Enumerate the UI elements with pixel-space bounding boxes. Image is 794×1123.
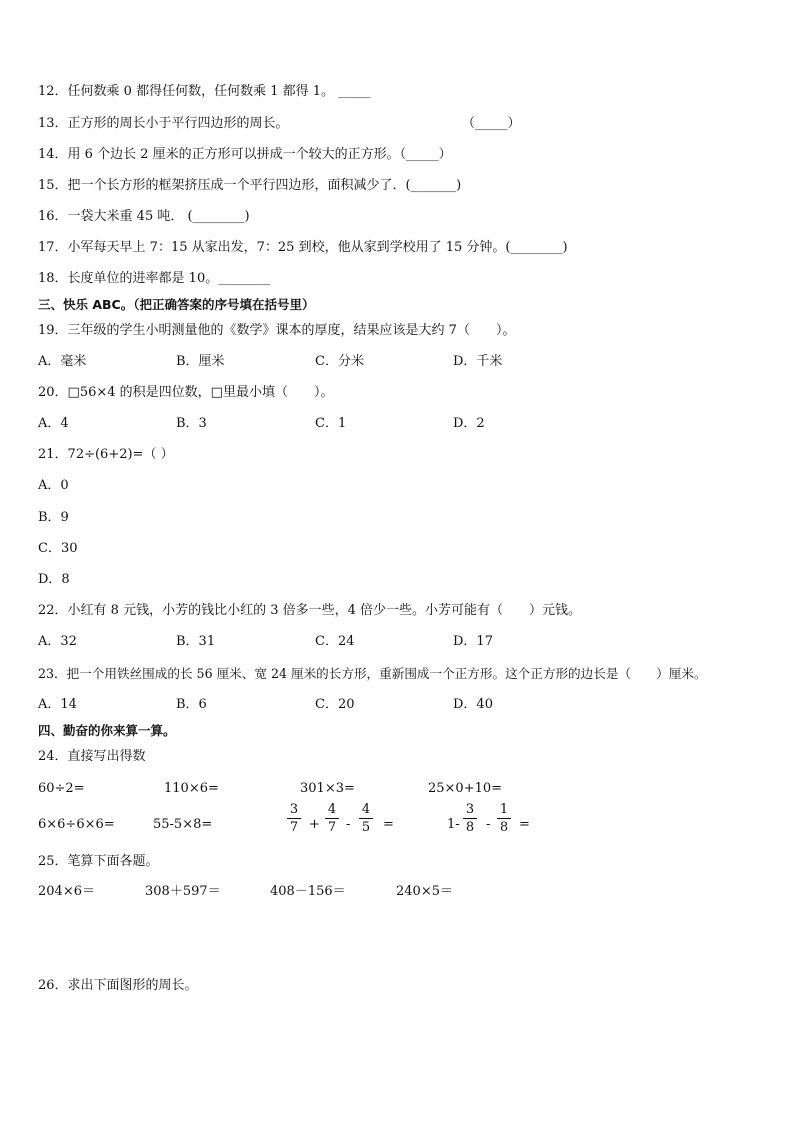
q22-option-a: A．32 [38, 634, 77, 649]
equals-sign: = [519, 817, 530, 832]
q19-option-a: A．毫米 [38, 354, 87, 369]
question-13: 13．正方形的周长小于平行四边形的周长。 [38, 116, 289, 131]
numerator: 1 [499, 802, 509, 817]
q25-item-4: 240×5＝ [396, 884, 453, 899]
q19-option-c: C．分米 [315, 354, 364, 369]
numerator: 4 [361, 802, 371, 817]
numerator: 3 [289, 802, 299, 817]
q24-item-4: 25×0+10= [428, 781, 503, 796]
question-15: 15．把一个长方形的框架挤压成一个平行四边形，面积减少了．(_______) [38, 178, 462, 193]
q23-option-b: B．6 [176, 697, 207, 712]
denominator: 5 [361, 820, 371, 835]
question-20: 20．□56×4 的积是四位数，□里最小填（ ）。 [38, 385, 334, 400]
q25-item-1: 204×6＝ [38, 884, 95, 899]
answer-blank-13: （_____） [462, 116, 521, 131]
question-25: 25．笔算下面各题。 [38, 854, 159, 869]
fraction-1-8 [497, 802, 511, 835]
fraction-bar [359, 818, 373, 819]
q22-option-c: C．24 [315, 634, 355, 649]
q23-option-d: D．40 [453, 697, 493, 712]
fraction-3-7 [287, 802, 301, 835]
fraction-3-8 [463, 802, 477, 835]
q23-option-a: A．14 [38, 697, 77, 712]
fraction-4-5 [359, 802, 373, 835]
q19-option-d: D．千米 [453, 354, 503, 369]
question-12: 12．任何数乘 0 都得任何数，任何数乘 1 都得 1。 _____ [38, 84, 371, 99]
question-17: 17．小军每天早上 7：15 从家出发，7：25 到校，他从家到学校用了 15 分钟。(________) [38, 240, 568, 255]
numerator: 3 [465, 802, 475, 817]
q25-item-3: 408－156＝ [270, 884, 346, 899]
denominator: 8 [499, 820, 509, 835]
section-4-title: 四、勤奋的你来算一算。 [38, 723, 176, 738]
q20-option-c: C．1 [315, 416, 347, 431]
question-18: 18．长度单位的进率都是 10。________ [38, 271, 271, 286]
question-26: 26．求出下面图形的周长。 [38, 978, 198, 993]
equals-sign: = [383, 817, 394, 832]
fraction-bar [497, 818, 511, 819]
q23-option-c: C．20 [315, 697, 355, 712]
q21-option-d: D．8 [38, 572, 70, 587]
question-16: 16．一袋大米重 45 吨． (________) [38, 209, 250, 224]
q24-item-1: 60÷2= [38, 781, 85, 796]
q20-option-d: D．2 [453, 416, 485, 431]
one-minus: 1- [447, 817, 460, 832]
q21-option-c: C．30 [38, 541, 78, 556]
question-14: 14．用 6 个边长 2 厘米的正方形可以拼成一个较大的正方形。（_____） [38, 147, 452, 162]
fraction-bar [287, 818, 301, 819]
minus-operator: - [346, 817, 351, 832]
question-24: 24．直接写出得数 [38, 749, 146, 764]
q22-option-d: D．17 [453, 634, 493, 649]
denominator: 8 [465, 820, 475, 835]
question-19: 19．三年级的学生小明测量他的《数学》课本的厚度，结果应该是大约 7（ ）。 [38, 323, 516, 338]
question-23: 23．把一个用铁丝围成的长 56 厘米、宽 24 厘米的长方形，重新围成一个正方形。这个正方形的边长是（ ）厘米。 [38, 666, 707, 681]
question-21: 21．72÷(6+2)=（ ） [38, 447, 174, 462]
q24-item-5: 6×6÷6×6= [38, 817, 115, 832]
numerator: 4 [327, 802, 337, 817]
denominator: 7 [327, 820, 337, 835]
q20-option-b: B．3 [176, 416, 207, 431]
question-22: 22．小红有 8 元钱，小芳的钱比小红的 3 倍多一些，4 倍少一些。小芳可能有（ ）元钱。 [38, 603, 582, 618]
q24-item-3: 301×3= [300, 781, 355, 796]
section-3-title: 三、快乐 ABC。（把正确答案的序号填在括号里） [38, 297, 315, 312]
fraction-4-7 [325, 802, 339, 835]
q21-option-a: A．0 [38, 478, 69, 493]
minus-operator: - [486, 817, 491, 832]
q22-option-b: B．31 [176, 634, 216, 649]
plus-operator: + [309, 817, 320, 832]
q21-option-b: B．9 [38, 510, 69, 525]
q20-option-a: A．4 [38, 416, 69, 431]
q25-item-2: 308＋597＝ [145, 884, 221, 899]
fraction-bar [463, 818, 477, 819]
fraction-bar [325, 818, 339, 819]
q24-item-2: 110×6= [164, 781, 219, 796]
q19-option-b: B．厘米 [176, 354, 225, 369]
q24-item-6: 55-5×8= [153, 817, 213, 832]
denominator: 7 [289, 820, 299, 835]
